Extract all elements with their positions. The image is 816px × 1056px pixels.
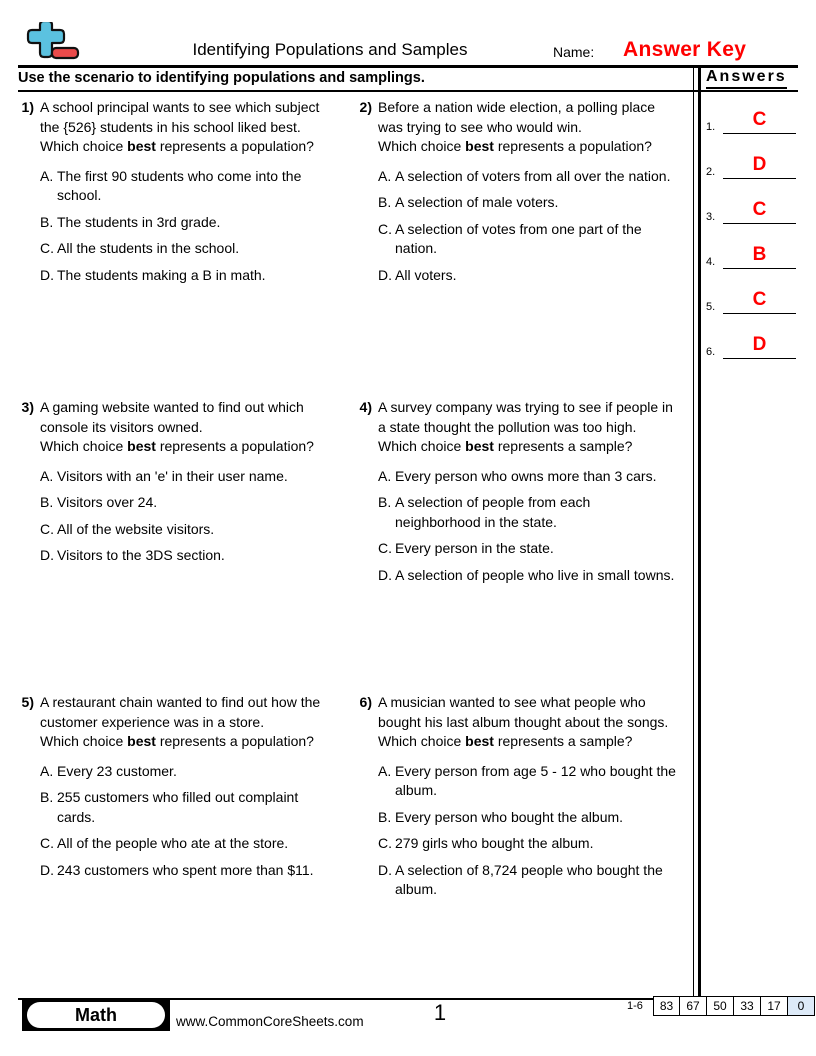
prompt-tail: represents a sample? xyxy=(493,438,633,454)
answer-value: D xyxy=(752,334,767,355)
choice-letter: D. xyxy=(40,861,54,878)
choice-list xyxy=(40,762,340,881)
score-cell: 0 xyxy=(788,996,815,1016)
score-cell: 50 xyxy=(707,996,734,1016)
prompt-lead: Which choice xyxy=(378,733,466,749)
answer-row xyxy=(706,314,802,359)
answer-row xyxy=(706,134,802,179)
choice-item[interactable] xyxy=(378,493,678,532)
choice-text: Every person from age 5 - 12 who bought the album. xyxy=(395,762,676,798)
question-prompt xyxy=(40,437,340,457)
choice-letter: A. xyxy=(378,167,392,184)
prompt-emphasis: best xyxy=(465,138,494,154)
question-block xyxy=(14,98,352,292)
prompt-emphasis: best xyxy=(465,438,494,454)
choice-letter: B. xyxy=(40,494,54,510)
answers-panel xyxy=(706,68,802,359)
choice-text: A selection of 8,724 people who bought the album. xyxy=(395,861,663,897)
answer-row xyxy=(706,89,802,134)
choice-letter: C. xyxy=(40,835,54,851)
choice-item[interactable] xyxy=(378,566,678,586)
question-scenario: A gaming website wanted to find out which console its visitors owned. xyxy=(40,399,304,435)
answer-number: 5. xyxy=(706,301,716,313)
choice-text: A selection of male voters. xyxy=(395,194,559,210)
choice-letter: A. xyxy=(378,467,392,484)
choice-item[interactable] xyxy=(40,266,340,286)
answer-number: 1. xyxy=(706,121,716,133)
answer-value: C xyxy=(752,199,767,220)
choice-letter: C. xyxy=(40,520,54,537)
choice-text: A selection of people from each neighborhood in the state. xyxy=(395,494,591,530)
question-body xyxy=(40,98,340,292)
score-cell: 67 xyxy=(680,996,707,1016)
choice-item[interactable] xyxy=(40,762,340,782)
choice-text: The students in 3rd grade. xyxy=(57,213,221,230)
question-body xyxy=(378,398,678,592)
score-cell: 83 xyxy=(653,996,680,1016)
choice-item[interactable] xyxy=(378,861,678,900)
prompt-emphasis: best xyxy=(465,733,494,749)
choice-item[interactable] xyxy=(40,861,340,881)
answer-number: 6. xyxy=(706,346,716,358)
question-scenario: A restaurant chain wanted to find out how the customer experience was in a store. xyxy=(40,694,321,730)
choice-item[interactable] xyxy=(378,539,678,559)
answer-row xyxy=(706,179,802,224)
score-cell: 17 xyxy=(761,996,788,1016)
question-body xyxy=(40,693,340,907)
choice-text: A selection of voters from all over the nation. xyxy=(395,167,671,184)
choice-text: Visitors over 24. xyxy=(57,494,158,510)
choice-list xyxy=(378,167,678,286)
question-block xyxy=(14,693,352,907)
question-prompt xyxy=(378,437,678,457)
prompt-emphasis: best xyxy=(127,438,156,454)
answer-key-value: Answer Key xyxy=(623,38,747,61)
name-label: Name: xyxy=(553,44,595,60)
choice-text: Every 23 customer. xyxy=(57,762,177,779)
prompt-lead: Which choice xyxy=(40,438,128,454)
choice-text: All of the website visitors. xyxy=(57,520,215,537)
question-block xyxy=(14,398,352,592)
question-row xyxy=(14,98,690,292)
choice-letter: B. xyxy=(378,808,392,825)
answer-row xyxy=(706,269,802,314)
choice-item[interactable] xyxy=(40,788,340,827)
choice-item[interactable] xyxy=(378,266,678,286)
choice-text: All the students in the school. xyxy=(57,240,240,256)
question-row xyxy=(14,693,690,907)
question-block xyxy=(352,693,690,907)
page-title: Identifying Populations and Samples xyxy=(192,40,468,59)
choice-text: Visitors to the 3DS section. xyxy=(57,547,225,563)
prompt-lead: Which choice xyxy=(378,138,466,154)
question-body xyxy=(40,398,340,592)
question-prompt xyxy=(378,732,678,752)
question-prompt xyxy=(378,137,678,157)
answer-value: C xyxy=(752,109,767,130)
choice-text: Every person in the state. xyxy=(395,540,554,556)
prompt-tail: represents a population? xyxy=(493,138,652,154)
question-scenario: A musician wanted to see what people who bought his last album thought about the songs. xyxy=(378,694,669,730)
score-range-label: 1-6 xyxy=(627,1000,643,1012)
answer-value: C xyxy=(752,289,767,310)
choice-letter: B. xyxy=(40,213,54,230)
prompt-tail: represents a population? xyxy=(155,138,314,154)
choice-letter: D. xyxy=(378,266,392,283)
choice-item[interactable] xyxy=(378,467,678,487)
subject-badge xyxy=(22,999,170,1031)
prompt-emphasis: best xyxy=(127,138,156,154)
choice-letter: A. xyxy=(378,762,392,779)
question-scenario: A survey company was trying to see if people in a state thought the pollution was too high. xyxy=(378,399,673,435)
choice-letter: D. xyxy=(378,566,392,583)
prompt-tail: represents a population? xyxy=(155,438,314,454)
score-cell: 33 xyxy=(734,996,761,1016)
choice-letter: D. xyxy=(378,861,392,878)
choice-letter: C. xyxy=(378,220,392,237)
choice-letter: B. xyxy=(378,494,392,510)
choice-item[interactable] xyxy=(40,167,340,206)
subject-badge-label: Math xyxy=(27,1002,165,1028)
question-scenario: A school principal wants to see which subject the {526} students in his school liked best. xyxy=(40,99,320,135)
choice-item[interactable] xyxy=(40,213,340,233)
choice-item[interactable] xyxy=(40,834,340,854)
choice-letter: B. xyxy=(378,194,392,210)
choice-text: All voters. xyxy=(395,266,457,283)
question-number: 3) xyxy=(21,399,34,415)
choice-item[interactable] xyxy=(378,834,678,854)
choice-list xyxy=(378,467,678,586)
choice-letter: A. xyxy=(40,467,54,484)
choice-letter: A. xyxy=(40,167,54,184)
choice-text: All of the people who ate at the store. xyxy=(57,835,289,851)
answers-list xyxy=(706,89,802,359)
prompt-lead: Which choice xyxy=(40,138,128,154)
choice-letter: C. xyxy=(378,835,392,851)
choice-letter: D. xyxy=(40,266,54,283)
choice-item[interactable] xyxy=(378,220,678,259)
choice-letter: D. xyxy=(40,547,54,563)
choice-text: 279 girls who bought the album. xyxy=(395,835,594,851)
answer-blank-line[interactable] xyxy=(723,357,796,359)
questions-grid xyxy=(14,98,690,978)
question-prompt xyxy=(40,732,340,752)
choice-item[interactable] xyxy=(378,762,678,801)
choice-text: 255 customers who filled out complaint cards. xyxy=(57,789,299,825)
question-number: 5) xyxy=(21,694,34,710)
prompt-tail: represents a population? xyxy=(155,733,314,749)
choice-text: Every person who bought the album. xyxy=(395,808,624,825)
choice-text: Visitors with an 'e' in their user name. xyxy=(57,467,288,484)
question-body xyxy=(378,693,678,907)
answer-number: 2. xyxy=(706,166,716,178)
choice-item[interactable] xyxy=(40,520,340,540)
prompt-lead: Which choice xyxy=(378,438,466,454)
plus-eraser-logo-icon xyxy=(18,22,80,64)
choice-text: A selection of votes from one part of the nation. xyxy=(395,220,642,256)
choice-item[interactable] xyxy=(40,493,340,513)
choice-list xyxy=(378,762,678,900)
choice-list xyxy=(40,167,340,286)
choice-text: The students making a B in math. xyxy=(57,266,266,283)
choice-letter: C. xyxy=(378,540,392,556)
answer-value: B xyxy=(752,244,767,265)
site-url: www.CommonCoreSheets.com xyxy=(176,1014,364,1029)
worksheet-header xyxy=(0,0,816,66)
answer-value: D xyxy=(752,154,767,175)
choice-item[interactable] xyxy=(378,193,678,213)
choice-item[interactable] xyxy=(378,167,678,187)
prompt-emphasis: best xyxy=(127,733,156,749)
question-row xyxy=(14,398,690,592)
choice-text: The first 90 students who come into the school. xyxy=(57,167,302,203)
answer-row xyxy=(706,224,802,269)
choice-item[interactable] xyxy=(40,467,340,487)
choice-text: A selection of people who live in small towns. xyxy=(395,566,675,583)
answers-heading: Answers xyxy=(706,68,787,89)
answer-number: 3. xyxy=(706,211,716,223)
choice-text: Every person who owns more than 3 cars. xyxy=(395,467,657,484)
question-prompt xyxy=(40,137,340,157)
question-block xyxy=(352,398,690,592)
instructions-divider xyxy=(18,90,798,92)
question-block xyxy=(352,98,690,292)
header-divider xyxy=(18,65,798,68)
prompt-tail: represents a sample? xyxy=(493,733,633,749)
choice-item[interactable] xyxy=(40,546,340,566)
choice-list xyxy=(40,467,340,566)
question-body xyxy=(378,98,678,292)
prompt-lead: Which choice xyxy=(40,733,128,749)
choice-letter: C. xyxy=(40,240,54,256)
answers-column-divider-thick xyxy=(698,66,701,998)
question-number: 6) xyxy=(359,694,372,710)
question-scenario: Before a nation wide election, a polling place was trying to see who would win. xyxy=(378,99,656,135)
choice-letter: B. xyxy=(40,789,54,805)
answer-number: 4. xyxy=(706,256,716,268)
answers-column-divider-thin xyxy=(693,66,694,998)
question-number: 4) xyxy=(359,399,372,415)
choice-item[interactable] xyxy=(40,239,340,259)
page-number: 1 xyxy=(433,1000,447,1025)
choice-letter: A. xyxy=(40,762,54,779)
choice-item[interactable] xyxy=(378,808,678,828)
instructions-text: Use the scenario to identifying populations and samplings. xyxy=(18,70,425,86)
choice-text: 243 customers who spent more than $11. xyxy=(57,861,314,878)
score-table xyxy=(653,996,815,1016)
question-number: 2) xyxy=(359,99,372,115)
question-number: 1) xyxy=(21,99,34,115)
